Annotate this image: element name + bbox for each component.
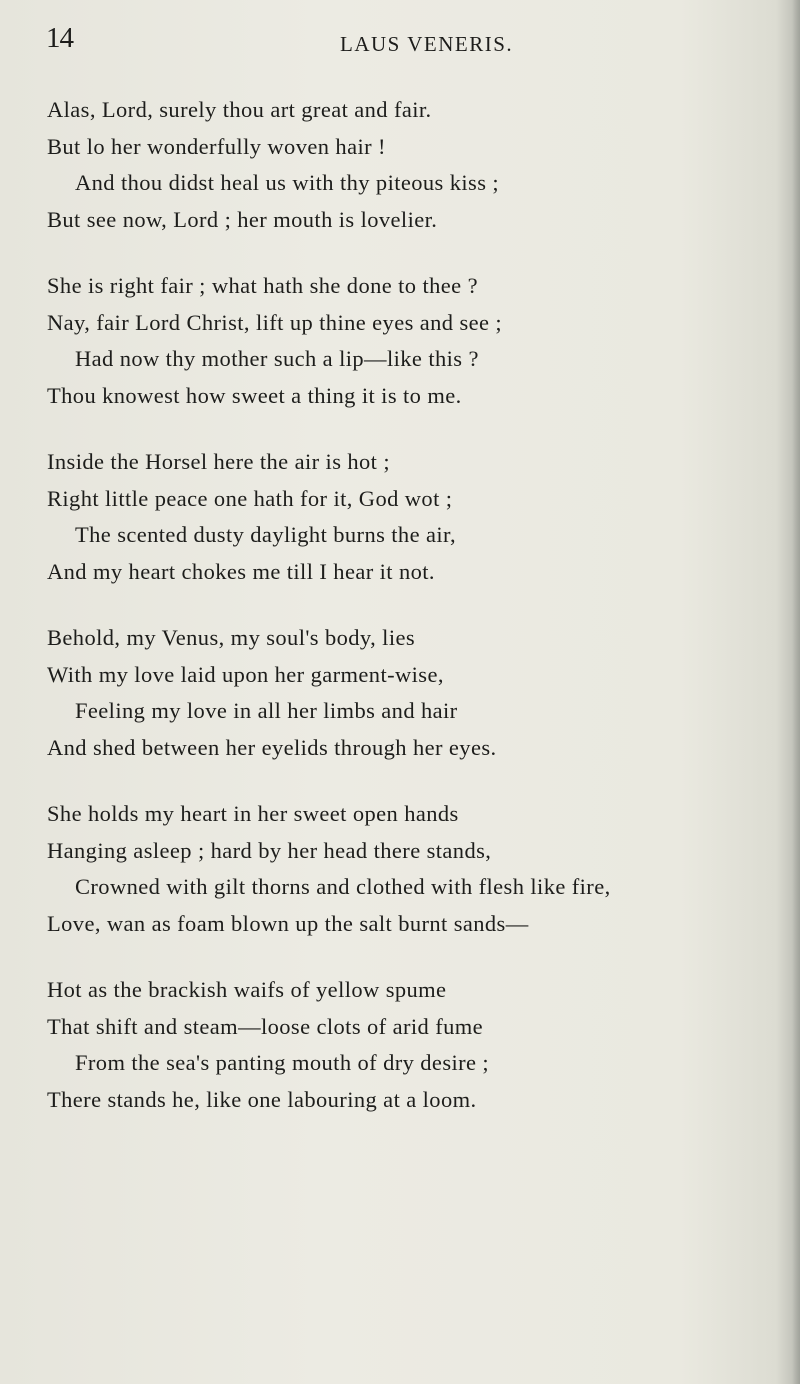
poem-line: Hot as the brackish waifs of yellow spume — [47, 977, 447, 1002]
stanza — [0, 92, 800, 238]
poem-line: Alas, Lord, surely thou art great and fair. — [47, 97, 432, 122]
poem-line: From the sea's panting mouth of dry desire ; — [75, 1050, 490, 1075]
stanza — [0, 796, 800, 942]
running-title: LAUS VENERIS. — [340, 32, 514, 56]
page-number: 14 — [46, 22, 73, 54]
poem-line: Love, wan as foam blown up the salt burnt sands— — [47, 910, 529, 936]
poem-line: There stands he, like one labouring at a loom. — [47, 1086, 477, 1112]
poem-line: Had now thy mother such a lip—like this ? — [75, 346, 479, 371]
stanza — [0, 268, 800, 414]
poem-line: She is right fair ; what hath she done to thee ? — [47, 273, 478, 298]
poem-line: Inside the Horsel here the air is hot ; — [47, 449, 391, 474]
poem-line: And my heart chokes me till I hear it not. — [47, 558, 435, 584]
stanza — [0, 972, 800, 1118]
poem-line: Crowned with gilt thorns and clothed with flesh like fire, — [75, 874, 611, 899]
poem-body — [0, 92, 800, 1148]
poem-line: Right little peace one hath for it, God wot ; — [47, 485, 453, 511]
stanza — [0, 444, 800, 590]
poem-line: With my love laid upon her garment-wise, — [47, 661, 444, 687]
poem-line: Nay, fair Lord Christ, lift up thine eyes and see ; — [47, 309, 503, 335]
poem-line: Behold, my Venus, my soul's body, lies — [47, 625, 416, 650]
poem-line: She holds my heart in her sweet open hands — [47, 801, 459, 826]
poem-line: Thou knowest how sweet a thing it is to me. — [47, 382, 462, 408]
poem-line: The scented dusty daylight burns the air, — [75, 522, 457, 547]
poem-line: But see now, Lord ; her mouth is lovelier. — [47, 206, 438, 232]
poem-line: And shed between her eyelids through her eyes. — [47, 734, 497, 760]
poem-line: And thou didst heal us with thy piteous kiss ; — [75, 170, 500, 195]
poem-line: But lo her wonderfully woven hair ! — [47, 133, 386, 159]
poem-line: Hanging asleep ; hard by her head there stands, — [47, 837, 492, 863]
poem-line: Feeling my love in all her limbs and hair — [75, 698, 458, 723]
poem-line: That shift and steam—loose clots of arid fume — [47, 1013, 484, 1039]
stanza — [0, 620, 800, 766]
page-header — [0, 18, 800, 68]
